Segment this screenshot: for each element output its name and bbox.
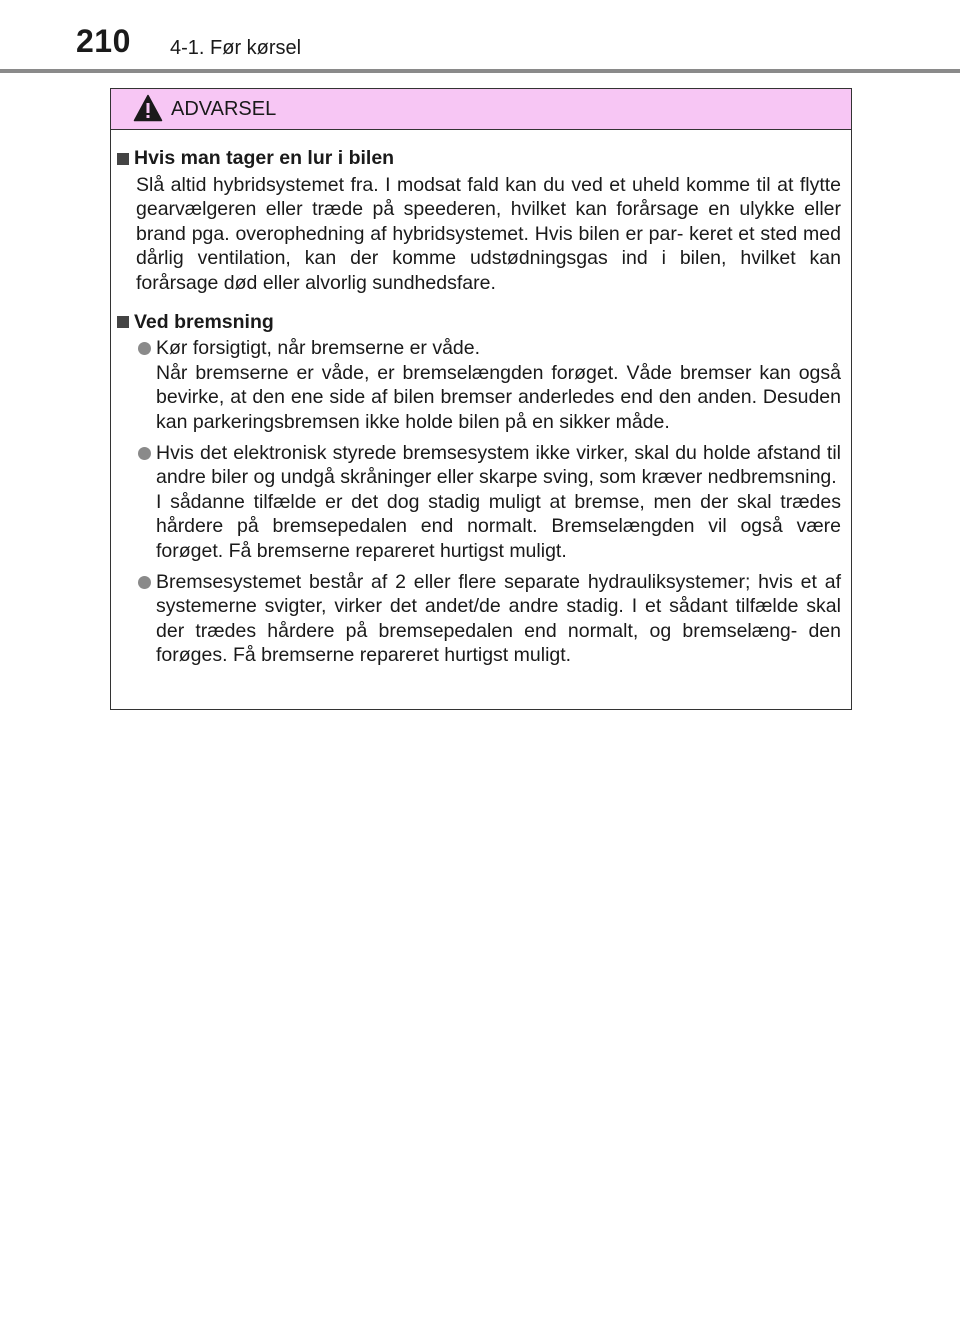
- warning-label: ADVARSEL: [171, 98, 277, 120]
- round-bullet-icon: [138, 447, 151, 460]
- page-header: [0, 0, 960, 74]
- nap-paragraph: Slå altid hybridsystemet fra. I modsat fald kan du ved et uheld komme til at flytte gearvælgeren eller træde på speederen, hvilket kan forårsage en ulykke eller brand pga. overophedning af hybridsystemet. Hvis bilen er par- keret et sted med dårlig ventilation, kan der komme udstødningsgas ind i bilen, hvilket kan forårsage død eller alvorlig sundhedsfare.: [136, 173, 841, 294]
- round-bullet-icon: [138, 576, 151, 589]
- round-bullet-icon: [138, 342, 151, 355]
- section-title: 4-1. Før kørsel: [170, 37, 302, 59]
- square-bullet-icon: [117, 153, 129, 165]
- warning-box: [110, 88, 852, 710]
- warning-body: [111, 130, 851, 668]
- header-divider: [0, 69, 960, 73]
- bullet-line: Hvis det elektronisk styrede bremsesystem ikke virker, skal du holde afstand til andre biler og undgå skråninger eller skarpe sving, som kræver nedbremsning.: [156, 441, 841, 489]
- list-item: [138, 336, 841, 434]
- list-item: [138, 570, 841, 668]
- bullet-line: Når bremserne er våde, er bremselængden forøget. Våde bremser kan også bevirke, at den ene side af bilen bremser anderledes end den anden. Desuden kan parkeringsbremsen ikke holde bilen på en sikker måde.: [156, 361, 841, 433]
- heading-text: Ved bremsning: [134, 310, 274, 333]
- warning-header: [111, 89, 851, 130]
- square-bullet-icon: [117, 316, 129, 328]
- list-item: [138, 441, 841, 564]
- heading-text: Hvis man tager en lur i bilen: [134, 147, 395, 169]
- section-heading-nap: [117, 146, 841, 171]
- page-number: 210: [76, 23, 131, 59]
- bullet-line: Kør forsigtigt, når bremserne er våde.: [156, 337, 481, 360]
- warning-triangle-icon: [133, 94, 163, 122]
- bullet-line: I sådanne tilfælde er det dog stadig muligt at bremse, men der skal trædes hårdere på bremsepedalen end normalt. Bremselængden vil også være forøget. Få bremserne repareret hurtigst muligt.: [156, 490, 841, 562]
- section-heading-braking: [117, 310, 841, 335]
- bullet-line: Bremsesystemet består af 2 eller flere separate hydrauliksystemer; hvis et af systemerne svigter, virker det andet/de andre stadig. I et sådant tilfælde skal der trædes hårdere på bremsepedalen end normalt, og bremselæng- den forøges. Få bremserne repareret hurtigst muligt.: [156, 570, 841, 667]
